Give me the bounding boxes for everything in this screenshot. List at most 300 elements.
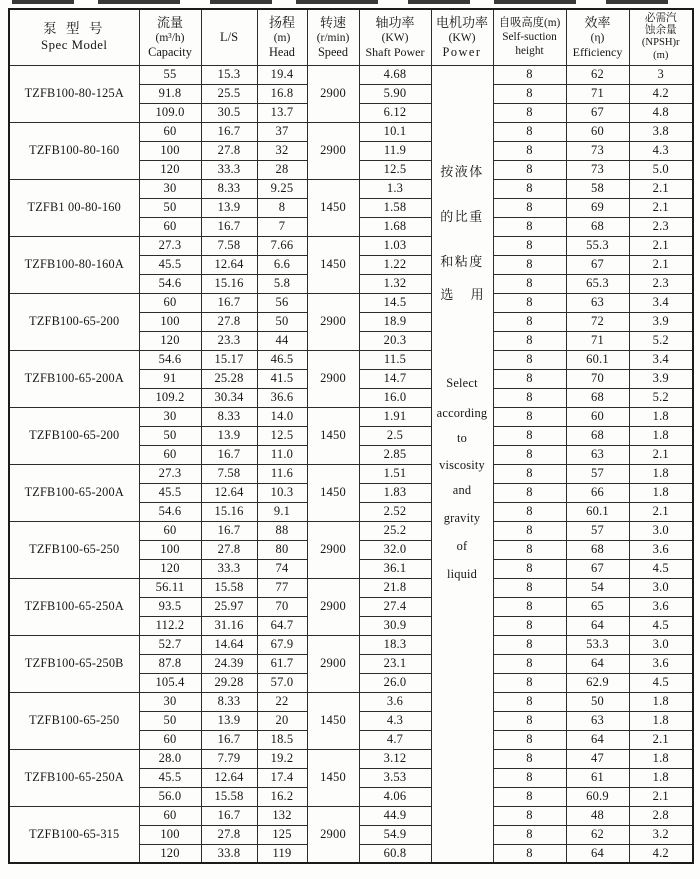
power-note-line: 选 用: [440, 286, 491, 302]
header-line: 泵 型 号: [43, 21, 106, 37]
efficiency-cell: 68: [566, 388, 629, 407]
col-header-motor-power: [431, 9, 493, 65]
power-note-line: viscosity: [439, 457, 485, 472]
table-row: [9, 179, 693, 198]
shaft-power-cell: 12.5: [359, 160, 431, 179]
ls-cell: 29.28: [201, 673, 257, 692]
npsh-cell: 1.8: [629, 464, 693, 483]
npsh-cell: 5.2: [629, 388, 693, 407]
npsh-cell: 1.8: [629, 749, 693, 768]
npsh-cell: 1.8: [629, 768, 693, 787]
capacity-cell: 50: [139, 198, 201, 217]
table-row: [9, 407, 693, 426]
ls-cell: 27.8: [201, 312, 257, 331]
head-cell: 57.0: [257, 673, 307, 692]
header-line: Spec Model: [41, 37, 108, 52]
table-row: [9, 293, 693, 312]
header-line: (r/min): [316, 31, 350, 44]
efficiency-cell: 67: [566, 103, 629, 122]
speed-cell: 2900: [307, 122, 359, 179]
capacity-cell: 120: [139, 559, 201, 578]
npsh-cell: 1.8: [629, 692, 693, 711]
efficiency-cell: 62.9: [566, 673, 629, 692]
efficiency-cell: 65.3: [566, 274, 629, 293]
capacity-cell: 60: [139, 445, 201, 464]
ls-cell: 15.16: [201, 502, 257, 521]
ls-cell: 24.39: [201, 654, 257, 673]
header-line: (KW): [448, 31, 476, 44]
suction-cell: 8: [493, 806, 566, 825]
efficiency-cell: 66: [566, 483, 629, 502]
header-line: Speed: [317, 44, 349, 59]
shaft-power-cell: 4.3: [359, 711, 431, 730]
ls-cell: 15.58: [201, 787, 257, 806]
capacity-cell: 91.8: [139, 84, 201, 103]
efficiency-cell: 63: [566, 711, 629, 730]
npsh-cell: 1.8: [629, 483, 693, 502]
efficiency-cell: 60.9: [566, 787, 629, 806]
capacity-cell: 56.11: [139, 578, 201, 597]
model-cell: TZFB1 00-80-160: [9, 179, 139, 236]
speed-cell: 1450: [307, 407, 359, 464]
ls-cell: 33.8: [201, 844, 257, 863]
capacity-cell: 105.4: [139, 673, 201, 692]
model-cell: TZFB100-65-250: [9, 692, 139, 749]
suction-cell: 8: [493, 692, 566, 711]
shaft-power-cell: 1.32: [359, 274, 431, 293]
ls-cell: 12.64: [201, 483, 257, 502]
model-cell: TZFB100-65-315: [9, 806, 139, 863]
capacity-cell: 30: [139, 407, 201, 426]
power-note-line: 按液体: [440, 163, 484, 179]
suction-cell: 8: [493, 749, 566, 768]
table-row: [9, 635, 693, 654]
efficiency-cell: 71: [566, 84, 629, 103]
head-cell: 64.7: [257, 616, 307, 635]
npsh-cell: 3.6: [629, 597, 693, 616]
shaft-power-cell: 5.90: [359, 84, 431, 103]
head-cell: 19.2: [257, 749, 307, 768]
head-cell: 88: [257, 521, 307, 540]
shaft-power-cell: 2.52: [359, 502, 431, 521]
efficiency-cell: 64: [566, 654, 629, 673]
suction-cell: 8: [493, 635, 566, 654]
header-line: Shaft Power: [365, 44, 425, 59]
suction-cell: 8: [493, 122, 566, 141]
npsh-cell: 1.8: [629, 426, 693, 445]
npsh-cell: 4.5: [629, 616, 693, 635]
header-line: (KW): [381, 31, 409, 44]
shaft-power-cell: 14.7: [359, 369, 431, 388]
header-line: 流量: [156, 14, 183, 30]
shaft-power-cell: 1.68: [359, 217, 431, 236]
npsh-cell: 2.1: [629, 198, 693, 217]
npsh-cell: 3.4: [629, 293, 693, 312]
table-row: [9, 521, 693, 540]
capacity-cell: 87.8: [139, 654, 201, 673]
efficiency-cell: 48: [566, 806, 629, 825]
efficiency-cell: 64: [566, 730, 629, 749]
capacity-cell: 50: [139, 711, 201, 730]
head-cell: 22: [257, 692, 307, 711]
suction-cell: 8: [493, 426, 566, 445]
ls-cell: 27.8: [201, 825, 257, 844]
head-cell: 8: [257, 198, 307, 217]
efficiency-cell: 60.1: [566, 502, 629, 521]
shaft-power-cell: 2.85: [359, 445, 431, 464]
efficiency-cell: 73: [566, 141, 629, 160]
capacity-cell: 54.6: [139, 502, 201, 521]
head-cell: 5.8: [257, 274, 307, 293]
head-cell: 20: [257, 711, 307, 730]
head-cell: 9.1: [257, 502, 307, 521]
model-cell: TZFB100-65-250A: [9, 578, 139, 635]
head-cell: 18.5: [257, 730, 307, 749]
npsh-cell: 3.0: [629, 635, 693, 654]
motor-power-note-cell: [431, 65, 493, 863]
speed-cell: 2900: [307, 578, 359, 635]
model-cell: TZFB100-65-200A: [9, 350, 139, 407]
shaft-power-cell: 3.6: [359, 692, 431, 711]
header-line: Power: [442, 44, 482, 59]
shaft-power-cell: 32.0: [359, 540, 431, 559]
power-note-line: liquid: [446, 566, 478, 581]
ls-cell: 12.64: [201, 768, 257, 787]
suction-cell: 8: [493, 331, 566, 350]
ls-cell: 25.97: [201, 597, 257, 616]
shaft-power-cell: 36.1: [359, 559, 431, 578]
ls-cell: 13.9: [201, 198, 257, 217]
head-cell: 7: [257, 217, 307, 236]
model-cell: TZFB100-80-160A: [9, 236, 139, 293]
capacity-cell: 28.0: [139, 749, 201, 768]
ls-cell: 8.33: [201, 692, 257, 711]
capacity-cell: 100: [139, 825, 201, 844]
npsh-cell: 3.0: [629, 521, 693, 540]
efficiency-cell: 53.3: [566, 635, 629, 654]
header-line: 电机功率: [435, 14, 488, 30]
npsh-cell: 5.0: [629, 160, 693, 179]
table-row: [9, 806, 693, 825]
ls-cell: 16.7: [201, 806, 257, 825]
shaft-power-cell: 3.53: [359, 768, 431, 787]
power-note-line: according: [436, 405, 488, 420]
capacity-cell: 60: [139, 293, 201, 312]
head-cell: 77: [257, 578, 307, 597]
suction-cell: 8: [493, 369, 566, 388]
shaft-power-cell: 16.0: [359, 388, 431, 407]
model-cell: TZFB100-65-200: [9, 293, 139, 350]
efficiency-cell: 64: [566, 616, 629, 635]
header-line: (η): [590, 31, 605, 44]
model-cell: TZFB100-65-250: [9, 521, 139, 578]
ls-cell: 15.58: [201, 578, 257, 597]
suction-cell: 8: [493, 673, 566, 692]
col-header-spec-model: [9, 9, 139, 65]
capacity-cell: 30: [139, 692, 201, 711]
efficiency-cell: 47: [566, 749, 629, 768]
head-cell: 11.0: [257, 445, 307, 464]
suction-cell: 8: [493, 388, 566, 407]
efficiency-cell: 72: [566, 312, 629, 331]
table-header: [9, 9, 693, 65]
capacity-cell: 54.6: [139, 274, 201, 293]
efficiency-cell: 65: [566, 597, 629, 616]
suction-cell: 8: [493, 293, 566, 312]
npsh-cell: 4.8: [629, 103, 693, 122]
npsh-cell: 3.8: [629, 122, 693, 141]
suction-cell: 8: [493, 141, 566, 160]
suction-cell: 8: [493, 483, 566, 502]
shaft-power-cell: 27.4: [359, 597, 431, 616]
capacity-cell: 60: [139, 217, 201, 236]
capacity-cell: 56.0: [139, 787, 201, 806]
efficiency-cell: 73: [566, 160, 629, 179]
head-cell: 10.3: [257, 483, 307, 502]
suction-cell: 8: [493, 768, 566, 787]
ls-cell: 23.3: [201, 331, 257, 350]
shaft-power-cell: 25.2: [359, 521, 431, 540]
model-cell: TZFB100-65-200A: [9, 464, 139, 521]
ls-cell: 30.34: [201, 388, 257, 407]
header-line: L/S: [219, 29, 239, 44]
head-cell: 6.6: [257, 255, 307, 274]
header-line: (m): [653, 49, 669, 61]
head-cell: 11.6: [257, 464, 307, 483]
npsh-cell: 2.1: [629, 236, 693, 255]
npsh-cell: 2.3: [629, 217, 693, 236]
capacity-cell: 93.5: [139, 597, 201, 616]
efficiency-cell: 58: [566, 179, 629, 198]
header-line: (m³/h): [155, 31, 185, 44]
head-cell: 61.7: [257, 654, 307, 673]
efficiency-cell: 64: [566, 844, 629, 863]
shaft-power-cell: 11.9: [359, 141, 431, 160]
ls-cell: 16.7: [201, 122, 257, 141]
ls-cell: 8.33: [201, 179, 257, 198]
capacity-cell: 52.7: [139, 635, 201, 654]
speed-cell: 2900: [307, 521, 359, 578]
efficiency-cell: 50: [566, 692, 629, 711]
npsh-cell: 3.0: [629, 578, 693, 597]
head-cell: 7.66: [257, 236, 307, 255]
table-row: [9, 122, 693, 141]
capacity-cell: 100: [139, 312, 201, 331]
npsh-cell: 2.1: [629, 445, 693, 464]
suction-cell: 8: [493, 445, 566, 464]
model-cell: TZFB100-80-125A: [9, 65, 139, 122]
npsh-cell: 1.8: [629, 711, 693, 730]
npsh-cell: 3.4: [629, 350, 693, 369]
suction-cell: 8: [493, 787, 566, 806]
ls-cell: 16.7: [201, 293, 257, 312]
header-line: 蚀余量: [644, 24, 677, 36]
ls-cell: 12.64: [201, 255, 257, 274]
head-cell: 13.7: [257, 103, 307, 122]
header-row: [9, 9, 693, 65]
efficiency-cell: 57: [566, 464, 629, 483]
speed-cell: 1450: [307, 236, 359, 293]
ls-cell: 30.5: [201, 103, 257, 122]
efficiency-cell: 67: [566, 559, 629, 578]
efficiency-cell: 62: [566, 65, 629, 84]
capacity-cell: 60: [139, 521, 201, 540]
shaft-power-cell: 30.9: [359, 616, 431, 635]
speed-cell: 1450: [307, 692, 359, 749]
table-row: [9, 350, 693, 369]
npsh-cell: 2.8: [629, 806, 693, 825]
power-note-line: to: [456, 430, 468, 445]
npsh-cell: 2.1: [629, 730, 693, 749]
ls-cell: 7.79: [201, 749, 257, 768]
npsh-cell: 2.1: [629, 787, 693, 806]
model-cell: TZFB100-80-160: [9, 122, 139, 179]
npsh-cell: 2.1: [629, 179, 693, 198]
efficiency-cell: 67: [566, 255, 629, 274]
ls-cell: 16.7: [201, 730, 257, 749]
shaft-power-cell: 21.8: [359, 578, 431, 597]
head-cell: 16.2: [257, 787, 307, 806]
suction-cell: 8: [493, 160, 566, 179]
header-line: Capacity: [148, 44, 192, 59]
header-line: (m): [273, 31, 291, 44]
table-row: [9, 464, 693, 483]
shaft-power-cell: 14.5: [359, 293, 431, 312]
power-note-line: 和粘度: [440, 253, 484, 269]
suction-cell: 8: [493, 103, 566, 122]
speed-cell: 1450: [307, 179, 359, 236]
head-cell: 19.4: [257, 65, 307, 84]
suction-cell: 8: [493, 236, 566, 255]
ls-cell: 27.8: [201, 540, 257, 559]
npsh-cell: 3.6: [629, 654, 693, 673]
ls-cell: 15.17: [201, 350, 257, 369]
shaft-power-cell: 1.51: [359, 464, 431, 483]
efficiency-cell: 63: [566, 293, 629, 312]
npsh-cell: 3.6: [629, 540, 693, 559]
table-row: [9, 692, 693, 711]
head-cell: 70: [257, 597, 307, 616]
col-header-ls: [201, 9, 257, 65]
ls-cell: 33.3: [201, 559, 257, 578]
npsh-cell: 2.1: [629, 255, 693, 274]
ls-cell: 27.8: [201, 141, 257, 160]
speed-cell: 2900: [307, 635, 359, 692]
npsh-cell: 1.8: [629, 407, 693, 426]
suction-cell: 8: [493, 502, 566, 521]
head-cell: 119: [257, 844, 307, 863]
efficiency-cell: 69: [566, 198, 629, 217]
npsh-cell: 2.1: [629, 502, 693, 521]
suction-cell: 8: [493, 825, 566, 844]
head-cell: 46.5: [257, 350, 307, 369]
head-cell: 28: [257, 160, 307, 179]
suction-cell: 8: [493, 407, 566, 426]
shaft-power-cell: 20.3: [359, 331, 431, 350]
scan-artifact-line: [12, 0, 680, 4]
shaft-power-cell: 1.03: [359, 236, 431, 255]
shaft-power-cell: 18.3: [359, 635, 431, 654]
ls-cell: 16.7: [201, 445, 257, 464]
head-cell: 41.5: [257, 369, 307, 388]
ls-cell: 13.9: [201, 711, 257, 730]
capacity-cell: 45.5: [139, 483, 201, 502]
head-cell: 74: [257, 559, 307, 578]
suction-cell: 8: [493, 198, 566, 217]
header-line: 自吸高度(m): [498, 17, 561, 30]
shaft-power-cell: 1.83: [359, 483, 431, 502]
capacity-cell: 55: [139, 65, 201, 84]
ls-cell: 33.3: [201, 160, 257, 179]
npsh-cell: 4.5: [629, 559, 693, 578]
capacity-cell: 45.5: [139, 768, 201, 787]
shaft-power-cell: 1.91: [359, 407, 431, 426]
ls-cell: 14.64: [201, 635, 257, 654]
capacity-cell: 120: [139, 844, 201, 863]
col-header-self-suction: [493, 9, 566, 65]
speed-cell: 2900: [307, 350, 359, 407]
suction-cell: 8: [493, 730, 566, 749]
pump-spec-table: [8, 8, 694, 864]
efficiency-cell: 61: [566, 768, 629, 787]
shaft-power-cell: 2.5: [359, 426, 431, 445]
ls-cell: 16.7: [201, 217, 257, 236]
header-line: 转速: [319, 14, 346, 30]
speed-cell: 2900: [307, 293, 359, 350]
capacity-cell: 120: [139, 331, 201, 350]
npsh-cell: 4.2: [629, 84, 693, 103]
model-cell: TZFB100-65-250A: [9, 749, 139, 806]
shaft-power-cell: 18.9: [359, 312, 431, 331]
head-cell: 56: [257, 293, 307, 312]
npsh-cell: 4.3: [629, 141, 693, 160]
shaft-power-cell: 11.5: [359, 350, 431, 369]
col-header-shaft-power: [359, 9, 431, 65]
head-cell: 32: [257, 141, 307, 160]
shaft-power-cell: 4.06: [359, 787, 431, 806]
table-body: [9, 65, 693, 863]
shaft-power-cell: 6.12: [359, 103, 431, 122]
efficiency-cell: 60.1: [566, 350, 629, 369]
power-note-line: 的比重: [440, 208, 484, 224]
header-line: Head: [269, 44, 295, 59]
suction-cell: 8: [493, 844, 566, 863]
power-note-line: of: [456, 538, 468, 553]
efficiency-cell: 60: [566, 407, 629, 426]
ls-cell: 15.3: [201, 65, 257, 84]
col-header-efficiency: [566, 9, 629, 65]
header-line: 效率: [584, 15, 611, 30]
model-cell: TZFB100-65-250B: [9, 635, 139, 692]
npsh-cell: 3.2: [629, 825, 693, 844]
col-header-head: [257, 9, 307, 65]
suction-cell: 8: [493, 711, 566, 730]
head-cell: 67.9: [257, 635, 307, 654]
efficiency-cell: 68: [566, 217, 629, 236]
efficiency-cell: 55.3: [566, 236, 629, 255]
head-cell: 132: [257, 806, 307, 825]
head-cell: 125: [257, 825, 307, 844]
header-line: 扬程: [268, 14, 295, 30]
header-line: 必需汽: [644, 12, 677, 24]
head-cell: 17.4: [257, 768, 307, 787]
col-header-speed: [307, 9, 359, 65]
suction-cell: 8: [493, 654, 566, 673]
npsh-cell: 2.3: [629, 274, 693, 293]
capacity-cell: 27.3: [139, 236, 201, 255]
head-cell: 12.5: [257, 426, 307, 445]
capacity-cell: 60: [139, 806, 201, 825]
